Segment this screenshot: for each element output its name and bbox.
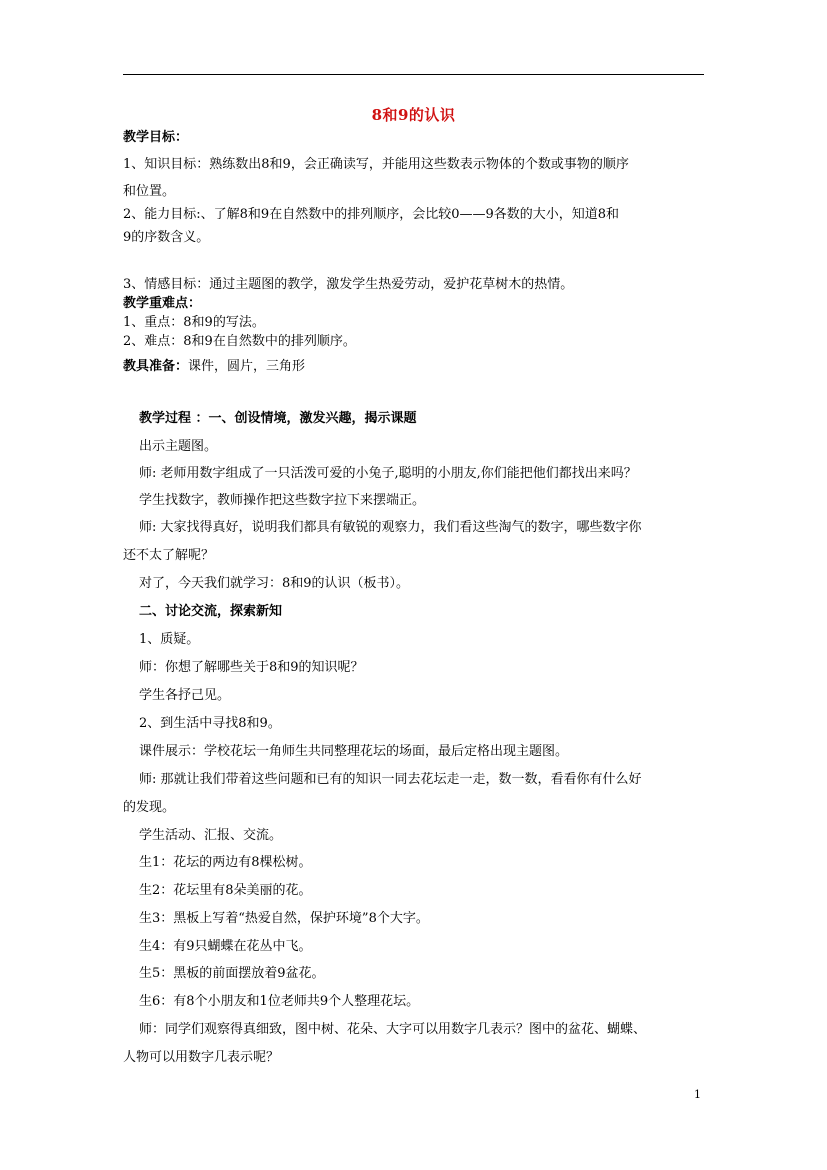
teacher-summary-line-1: 师：同学们观察得真细致，图中树、花朵、大字可以用数字几表示？图中的盆花、蝴蝶、 bbox=[139, 1022, 647, 1037]
goal-3: 3、情感目标：通过主题图的教学，激发学生热爱劳动，爱护花草树木的热情。 bbox=[123, 277, 574, 292]
student-answer-4: 生4：有9只蝴蝶在花丛中飞。 bbox=[139, 939, 312, 954]
student-activity: 学生活动、汇报、交流。 bbox=[139, 828, 283, 843]
goals-heading: 教学目标： bbox=[123, 130, 189, 145]
process-paragraph-5: 对了，今天我们就学习：8和9的认识（板书）。 bbox=[139, 576, 410, 591]
key-point-2: 2、难点：8和9在自然数中的排列顺序。 bbox=[123, 334, 356, 349]
goal-2-line-1: 2、能力目标:、了解8和9在自然数中的排列顺序，会比较0——9各数的大小，知道8和 bbox=[123, 207, 620, 222]
teaching-tools-value: 课件，圆片，三角形 bbox=[188, 359, 306, 374]
document-title: 8和9的认识 bbox=[371, 106, 456, 124]
process-paragraph-4-line-2: 还不太了解呢？ bbox=[123, 548, 215, 563]
process-paragraph-1: 出示主题图。 bbox=[139, 439, 218, 454]
teacher-question: 师：你想了解哪些关于8和9的知识呢？ bbox=[139, 660, 364, 675]
student-answer-2: 生2：花坛里有8朵美丽的花。 bbox=[139, 883, 312, 898]
goal-1-line-2: 和位置。 bbox=[123, 184, 176, 199]
student-answer-1: 生1：花坛的两边有8棵松树。 bbox=[139, 855, 312, 870]
courseware-display: 课件展示：学校花坛一角师生共同整理花坛的场面，最后定格出现主题图。 bbox=[139, 744, 569, 759]
key-point-1: 1、重点：8和9的写法。 bbox=[123, 315, 265, 330]
teacher-prompt-line-1: 师: 那就让我们带着这些问题和已有的知识一同去花坛走一走，数一数，看看你有什么好 bbox=[139, 772, 642, 787]
process-paragraph-3: 学生找数字，教师操作把这些数字拉下来摆端正。 bbox=[139, 493, 426, 508]
page-number: 1 bbox=[694, 1088, 701, 1101]
process-paragraph-4-line-1: 师: 大家找得真好，说明我们都具有敏锐的观察力，我们看这些淘气的数字，哪些数字你 bbox=[139, 520, 642, 535]
student-answer-6: 生6：有8个小朋友和1位老师共9个人整理花坛。 bbox=[139, 994, 420, 1009]
teacher-summary-line-2: 人物可以用数字几表示呢？ bbox=[123, 1050, 280, 1065]
header-rule bbox=[123, 74, 704, 75]
student-answer-5: 生5：黑板的前面摆放着9盆花。 bbox=[139, 966, 325, 981]
teaching-tools bbox=[123, 355, 305, 374]
process-heading: 教学过程 ：一、创设情境，激发兴趣，揭示课题 bbox=[139, 411, 417, 426]
student-answer-3: 生3：黑板上写着“热爱自然，保护环境”8个大字。 bbox=[139, 911, 429, 926]
student-response: 学生各抒己见。 bbox=[139, 688, 231, 703]
search-step-2: 2、到生活中寻找8和9。 bbox=[139, 716, 281, 731]
process-paragraph-2: 师: 老师用数字组成了一只活泼可爱的小兔子,聪明的小朋友,你们能把他们都找出来吗？ bbox=[139, 466, 637, 481]
question-step-1: 1、质疑。 bbox=[139, 632, 200, 647]
teaching-tools-label: 教具准备： bbox=[123, 359, 189, 374]
part-2-heading: 二、讨论交流，探索新知 bbox=[139, 604, 283, 619]
key-points-heading: 教学重难点： bbox=[123, 296, 202, 311]
goal-2-line-2: 9的序数含义。 bbox=[123, 230, 210, 245]
teacher-prompt-line-2: 的发现。 bbox=[123, 800, 176, 815]
goal-1-line-1: 1、知识目标：熟练数出8和9，会正确读写，并能用这些数表示物体的个数或事物的顺序 bbox=[123, 157, 629, 172]
